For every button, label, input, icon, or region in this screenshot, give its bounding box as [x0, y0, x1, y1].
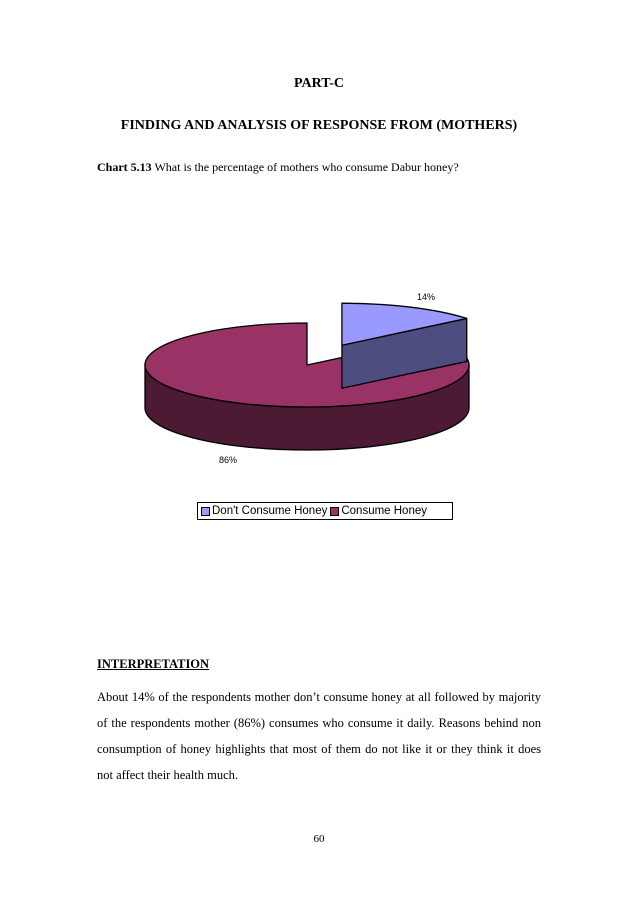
chart-caption-text: What is the percentage of mothers who consume Dabur honey? [151, 160, 459, 174]
chart-legend [197, 502, 453, 520]
legend-item-consume [330, 505, 427, 517]
legend-label-consume: Consume Honey [341, 505, 427, 517]
interpretation-heading: INTERPRETATION [97, 657, 210, 671]
part-title: PART-C [293, 76, 345, 91]
legend-item-dont-consume [201, 505, 327, 517]
section-title: FINDING AND ANALYSIS OF RESPONSE FROM (MOTHERS) [120, 118, 518, 133]
legend-swatch-dont-consume [201, 507, 210, 516]
chart-caption-label: Chart 5.13 [97, 160, 152, 174]
legend-swatch-consume [330, 507, 339, 516]
data-label-dont-consume: 14% [416, 292, 436, 302]
data-label-consume: 86% [218, 455, 238, 465]
page-number: 60 [313, 833, 325, 845]
interpretation-body: About 14% of the respondents mother don’t consume honey at all followed by majority of the respondents mother (86%) consumes who consume it daily. Reasons behind non consumption of honey highlights that most of them do not like it or they think it does not affect their health much. [97, 690, 541, 782]
legend-label-dont-consume: Don't Consume Honey [212, 505, 328, 517]
